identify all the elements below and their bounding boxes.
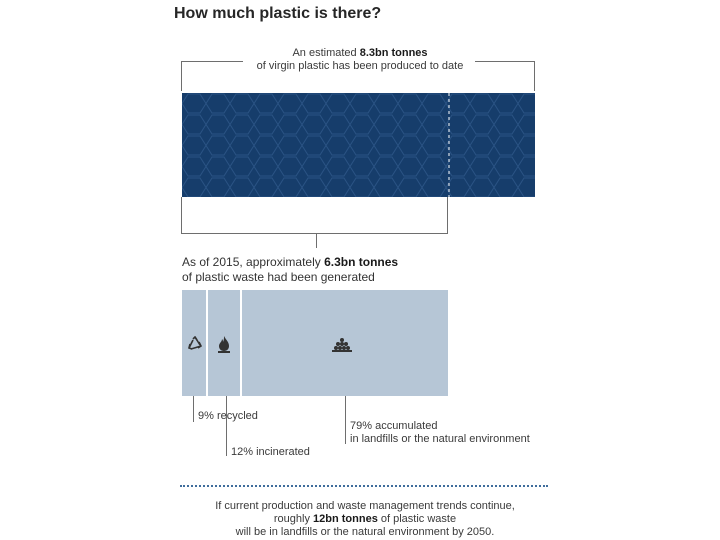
virgin-caption-prefix: An estimated: [292, 47, 360, 59]
top-bracket-right: [475, 61, 535, 62]
accumulated-leader-line: [345, 396, 346, 444]
top-bracket-left-tick: [181, 61, 182, 91]
projection-amount: 12bn tonnes: [313, 513, 378, 525]
landfill-icon: [331, 337, 353, 353]
accumulated-label-line2: in landfills or the natural environment: [350, 433, 530, 445]
projection-line1: If current production and waste management trends continue,: [215, 500, 515, 512]
waste-caption-line2: of plastic waste had been generated: [182, 270, 375, 284]
waste-caption-amount: 6.3bn tonnes: [324, 255, 399, 269]
recycled-leader-line: [193, 396, 194, 422]
lower-bracket-right-tick: [447, 197, 448, 233]
top-bracket-right-tick: [534, 61, 535, 91]
incinerated-label: 12% incinerated: [231, 446, 310, 458]
hexagon-pattern: [182, 93, 535, 197]
accumulated-label-line1: 79% accumulated: [350, 420, 438, 432]
virgin-caption-line2: of virgin plastic has been produced to date: [256, 60, 464, 72]
segment-divider: [206, 290, 208, 396]
waste-caption: [182, 255, 398, 285]
dashed-separator: [180, 485, 548, 487]
waste-bar: [182, 290, 448, 396]
infographic-title: How much plastic is there?: [174, 5, 382, 22]
projection-line2-prefix: roughly: [273, 513, 314, 525]
virgin-caption-amount: 8.3bn tonnes: [359, 47, 428, 59]
projection-caption: [170, 500, 560, 539]
incinerated-leader-line: [226, 396, 227, 456]
virgin-plastic-caption: [200, 47, 520, 73]
accumulated-label: [350, 420, 530, 446]
virgin-plastic-bar: [182, 93, 535, 197]
waste-caption-prefix: As of 2015, approximately: [182, 255, 325, 269]
segment-divider: [240, 290, 242, 396]
recycle-icon: [187, 336, 203, 352]
projection-line3: will be in landfills or the natural environment by 2050.: [235, 526, 495, 538]
lower-bracket-stem: [316, 234, 317, 248]
lower-bracket-base: [181, 233, 448, 234]
lower-bracket-left-tick: [181, 197, 182, 233]
projection-line2-suffix: of plastic waste: [377, 513, 457, 525]
top-bracket-left: [181, 61, 243, 62]
recycled-label: 9% recycled: [198, 410, 258, 422]
flame-icon: [217, 335, 231, 353]
